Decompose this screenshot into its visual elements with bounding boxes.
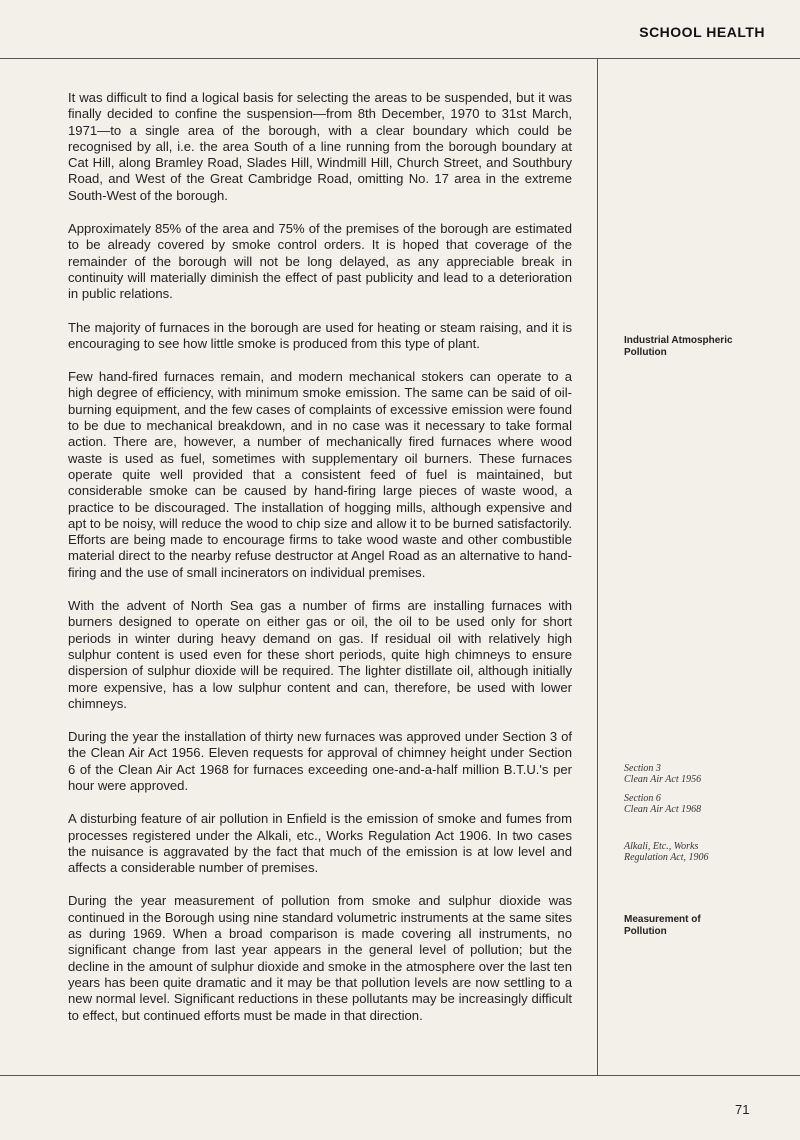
top-rule (0, 58, 800, 59)
paragraph: A disturbing feature of air pollution in Enfield is the emission of smoke and fumes from processes registered under the Alkali, etc., Works Regulation Act 1906. In two cases the nuisance is aggravated by the fact that much of the emission is at low level and affects a considerable number of premises. (68, 811, 572, 876)
column-divider (597, 58, 598, 1076)
margin-note-section3 (624, 763, 774, 785)
paragraph: Few hand-fired furnaces remain, and modern mechanical stokers can operate to a high degree of efficiency, with minimum smoke emission. The same can be said of oil-burning equipment, and the few cases of complaints of excessive emission were found to be due to mechanical breakdown, and in no case was it necessary to take formal action. There are, however, a number of mechanically fired furnaces where wood waste is used as fuel, sometimes with supplementary oil burners. These furnaces operate quite well provided that a consistent feed of fuel is maintained, but considerable smoke can be caused by hand-firing large pieces of waste wood, a practice to be discouraged. The installation of hogging mills, although expensive and apt to be noisy, will reduce the wood to chip size and allow it to be burned satisfactorily. Efforts are being made to encourage firms to take wood waste and other combustible material direct to the nearby refuse destructor at Angel Road as an alternative to hand-firing and the use of small incinerators on individual premises. (68, 369, 572, 580)
margin-note-alkali-line2: Regulation Act, 1906 (624, 852, 709, 863)
margin-note-alkali (624, 841, 774, 863)
bottom-rule (0, 1075, 800, 1076)
paragraph: The majority of furnaces in the borough are used for heating or steam raising, and it is encouraging to see how little smoke is produced from this type of plant. (68, 319, 572, 351)
margin-note-measurement: Measurement of Pollution (624, 914, 701, 937)
margin-note-section6-title: Section 6 (624, 793, 661, 804)
paragraph: During the year measurement of pollution from smoke and sulphur dioxide was continued in the Borough using nine standard volumetric instruments at the same sites as during 1969. When a broad comparison is made covering all instruments, no significant change from last year appears in the general level of pollution; but the decline in the amount of sulphur dioxide and smoke in the atmosphere over the last ten years has been quite dramatic and it may be that pollution levels are now settling to a new normal level. Significant reductions in these pollutants may be increasingly difficult to effect, but continued efforts must be made in that direction. (68, 893, 572, 1023)
page-header-title: SCHOOL HEALTH (639, 24, 765, 40)
margin-note-alkali-line1: Alkali, Etc., Works (624, 841, 699, 852)
margin-note-industrial: Industrial Atmospheric Pollution (624, 335, 733, 358)
main-text-column (68, 90, 572, 1041)
paragraph: It was difficult to find a logical basis for selecting the areas to be suspended, but it was finally decided to confine the suspension—from 8th December, 1970 to 31st March, 1971—to a single area of the borough, with a clear boundary which could be recognised by all, i.e. the area South of a line running from the borough boundary at Cat Hill, along Bramley Road, Slades Hill, Windmill Hill, Church Street, and Southbury Road, and West of the Great Cambridge Road, omitting No. 17 area in the extreme South-West of the borough. (68, 90, 572, 203)
margin-note-section3-act: Clean Air Act 1956 (624, 774, 702, 785)
paragraph: During the year the installation of thirty new furnaces was approved under Section 3 of the Clean Air Act 1956. Eleven requests for approval of chimney height under Section 6 of the Clean Air Act 1968 for furnaces exceeding one-and-a-half million B.T.U.'s per hour were approved. (68, 729, 572, 793)
paragraph: Approximately 85% of the area and 75% of the premises of the borough are estimated to be already covered by smoke control orders. It is hoped that coverage of the remainder of the borough will not be long delayed, as any appreciable break in continuity will materially diminish the effect of past publicity and lead to a deterioration in public relations. (68, 221, 572, 302)
margin-note-section6 (624, 793, 774, 815)
page-number: 71 (735, 1102, 750, 1117)
paragraph: With the advent of North Sea gas a number of firms are installing furnaces with burners designed to operate on either gas or oil, the oil to be used only for short periods in winter during heavy demand on gas. If residual oil with relatively high sulphur content is used even for these short periods, quite high chimneys to ensure dispersion of sulphur dioxide will be required. The lighter distillate oil, although initially more expensive, has a low sulphur content and can, therefore, be used with lower chimneys. (68, 598, 572, 711)
margin-note-section6-act: Clean Air Act 1968 (624, 804, 702, 815)
margin-note-section3-title: Section 3 (624, 763, 661, 774)
